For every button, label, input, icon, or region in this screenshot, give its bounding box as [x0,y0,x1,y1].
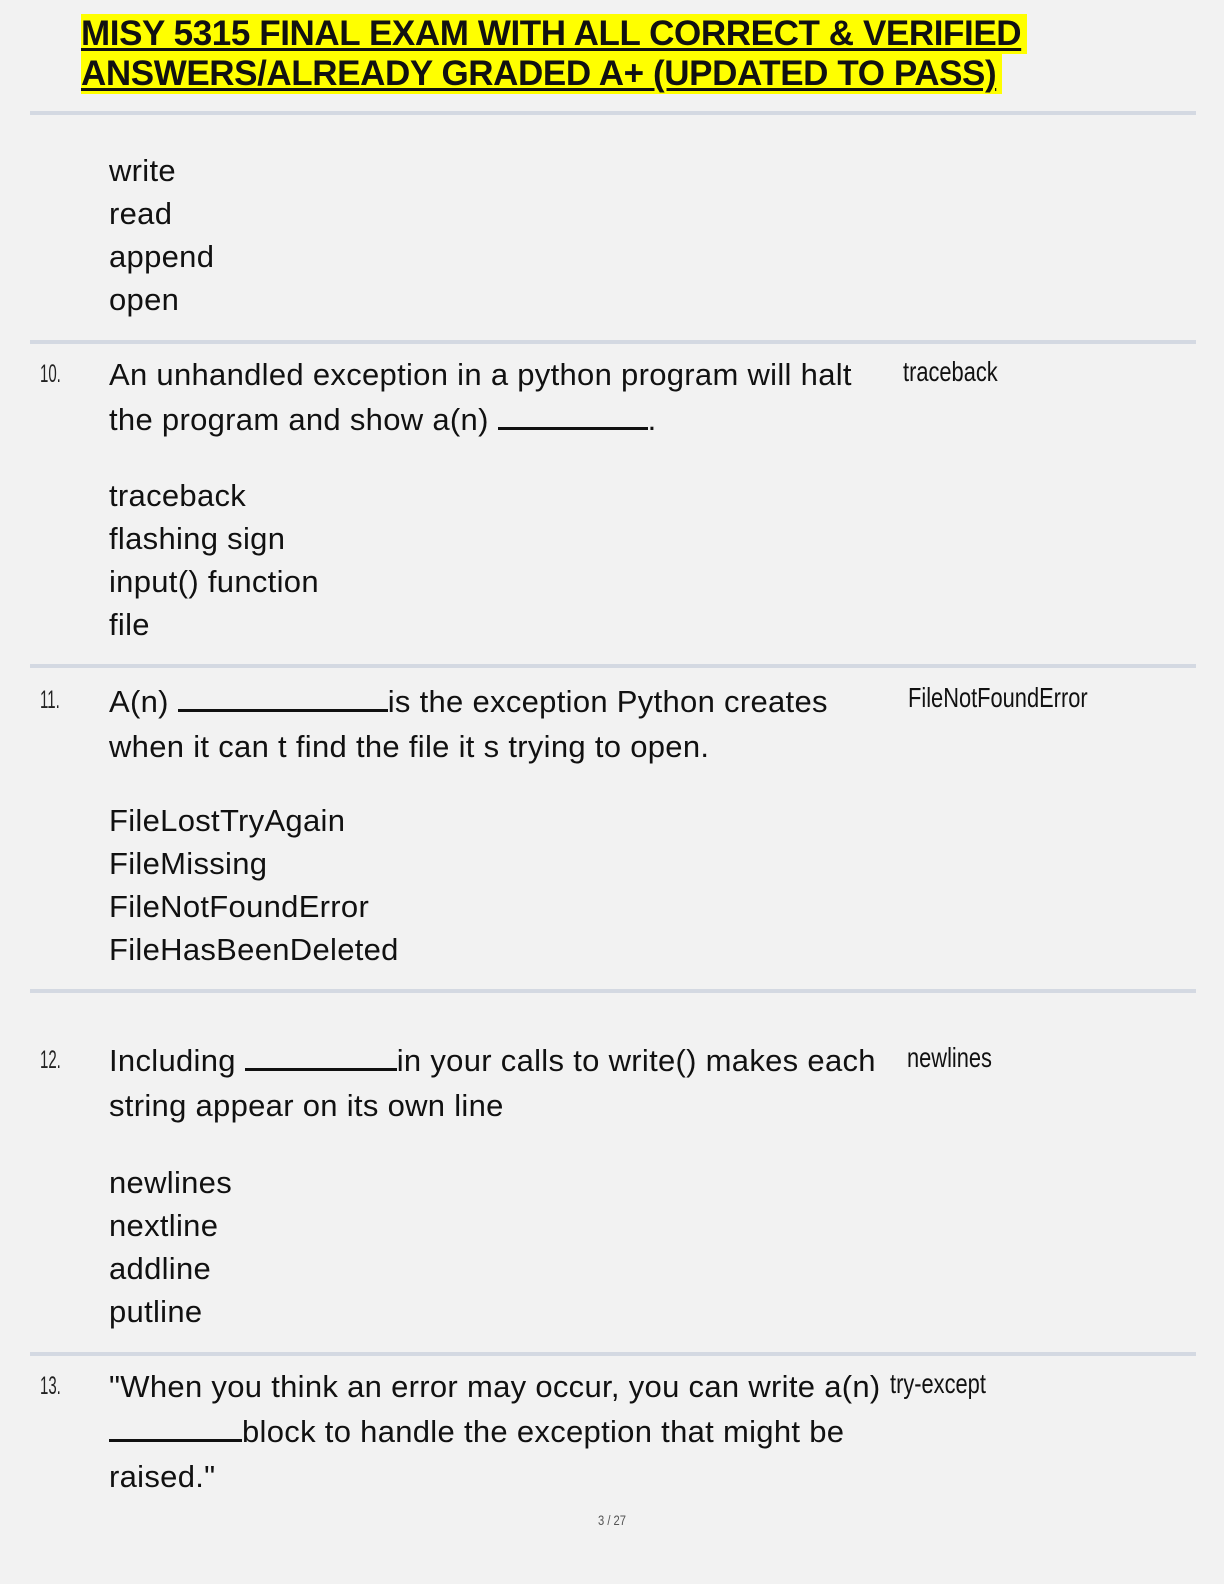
correct-answer: newlines [907,1042,992,1073]
question-line-part: Including [109,1043,236,1078]
option: write [109,153,176,188]
question-number: 13. [40,1372,61,1400]
title-line-2: ANSWERS/ALREADY GRADED A+ (UPDATED TO PASS) [81,54,1002,94]
question-text [109,1038,876,1128]
title-line-1: MISY 5315 FINAL EXAM WITH ALL CORRECT & VERIFIED [81,14,1027,54]
options-list [109,474,319,646]
divider [30,989,1196,993]
option: FileLostTryAgain [109,803,346,838]
document-header [81,14,1081,94]
question-line [109,397,852,442]
divider [30,111,1196,115]
question-line-part: is the exception Python creates [387,684,828,719]
correct-answer: try-except [890,1368,986,1399]
option: nextline [109,1208,219,1243]
answer-blank [178,685,388,712]
answer-blank [498,403,648,430]
question-text [109,679,828,769]
question-line-part: A(n) [109,684,169,719]
option: read [109,196,173,231]
question-line: string appear on its own line [109,1088,504,1123]
option: FileMissing [109,846,268,881]
answer-blank [245,1044,397,1071]
correct-answer: FileNotFoundError [908,682,1088,713]
question-number: 11. [40,686,60,714]
options-list-prev [109,149,214,321]
question-line: "When you think an error may occur, you can write a(n) [109,1369,881,1404]
correct-answer: traceback [903,356,998,387]
option: FileNotFoundError [109,889,370,924]
question-line-part: the program and show a(n) [109,402,489,437]
question-line [109,679,828,724]
options-list [109,1161,232,1333]
answer-blank [109,1415,242,1442]
option: input() function [109,564,319,599]
page-number: 3 / 27 [597,1512,627,1528]
options-list [109,799,399,971]
option: file [109,607,150,642]
question-line: raised." [109,1459,216,1494]
question-number: 10. [40,360,61,388]
question-line [109,1038,876,1083]
divider [30,340,1196,344]
question-text [109,1364,881,1499]
option: flashing sign [109,521,286,556]
question-number: 12. [40,1046,61,1074]
question-line [109,1409,881,1454]
divider [30,1352,1196,1356]
option: traceback [109,478,247,513]
divider [30,664,1196,668]
option: newlines [109,1165,233,1200]
option: FileHasBeenDeleted [109,932,399,967]
option: addline [109,1251,212,1286]
option: open [109,282,180,317]
option: putline [109,1294,203,1329]
question-line-part: block to handle the exception that might be [242,1414,845,1449]
question-line-part: in your calls to write() makes each [396,1043,876,1078]
question-line-part: . [647,402,657,437]
question-text [109,352,852,442]
question-line: An unhandled exception in a python program will halt [109,357,852,392]
question-line: when it can t find the file it s trying to open. [109,729,710,764]
option: append [109,239,215,274]
